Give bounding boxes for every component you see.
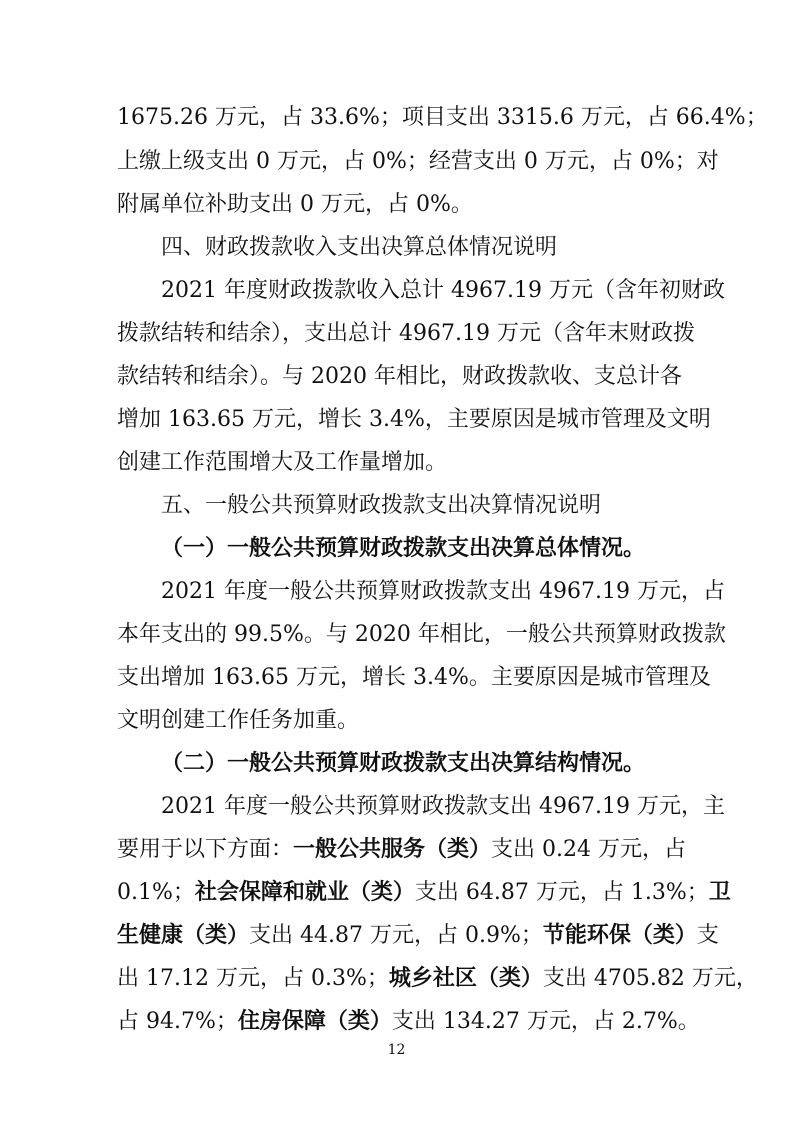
paragraph-line [117,835,687,865]
text-run: 要用于以下方面： [117,837,294,862]
text-run: 0.1%； [117,880,195,905]
category-name: 卫 [708,880,731,905]
paragraph-line: 2021 年度一般公共预算财政拨款支出 4967.19 万元，主 [161,794,725,819]
paragraph-line: 本年支出的 99.5%。与 2020 年相比，一般公共预算财政拨款 [117,622,726,647]
paragraph-line: 文明创建工作任务加重。 [117,708,360,733]
paragraph-line: 2021 年度一般公共预算财政拨款支出 4967.19 万元，占 [161,579,725,604]
paragraph-line: 款结转和结余）。与 2020 年相比，财政拨款收、支总计各 [117,364,682,389]
subsection-heading: （一）一般公共预算财政拨款支出决算总体情况。 [161,536,646,561]
text-run: 支出 64.87 万元，占 1.3%； [414,880,709,905]
paragraph-line: 拨款结转和结余），支出总计 4967.19 万元（含年末财政拨 [117,321,695,346]
category-name: 社会保障和就业（类） [194,880,415,905]
paragraph-line [117,921,719,951]
section-heading: 四、财政拨款收入支出决算总体情况说明 [161,235,558,260]
paragraph-line: 上缴上级支出 0 万元，占 0%；经营支出 0 万元，占 0%；对 [117,149,719,174]
text-run: 出 17.12 万元，占 0.3%； [117,966,389,991]
text-run: 支出 44.87 万元，占 0.9%； [249,923,543,948]
text-run: 支 [696,923,719,948]
paragraph-line: 1675.26 万元，占 33.6%；项目支出 3315.6 万元，占 66.4%； [117,105,768,130]
paragraph-line: 支出增加 163.65 万元，增长 3.4%。主要原因是城市管理及 [117,665,711,690]
text-run: 支出 134.27 万元，占 2.7%。 [391,1009,700,1034]
paragraph-line [117,1007,700,1037]
paragraph-line: 增加 163.65 万元，增长 3.4%，主要原因是城市管理及文明 [117,407,711,432]
paragraph-line: 创建工作范围增大及工作量增加。 [117,450,448,475]
category-name: 节能环保（类） [542,923,697,948]
paragraph-line [117,878,731,908]
text-run: 支出 4705.82 万元， [542,966,758,991]
paragraph-line: 附属单位补助支出 0 万元，占 0%。 [117,192,473,217]
category-name: 住房保障（类） [237,1009,392,1034]
category-name: 生健康（类） [117,923,250,948]
section-heading: 五、一般公共预算财政拨款支出决算情况说明 [161,493,602,518]
subsection-heading: （二）一般公共预算财政拨款支出决算结构情况。 [161,751,646,776]
page-number: 12 [387,1042,406,1058]
paragraph-line: 2021 年度财政拨款收入总计 4967.19 万元（含年初财政 [161,278,725,303]
category-name: 城乡社区（类） [388,966,543,991]
category-name: 一般公共服务（类） [293,837,492,862]
text-run: 占 94.7%； [117,1009,238,1034]
paragraph-line [117,964,758,994]
text-run: 支出 0.24 万元，占 [491,837,687,862]
